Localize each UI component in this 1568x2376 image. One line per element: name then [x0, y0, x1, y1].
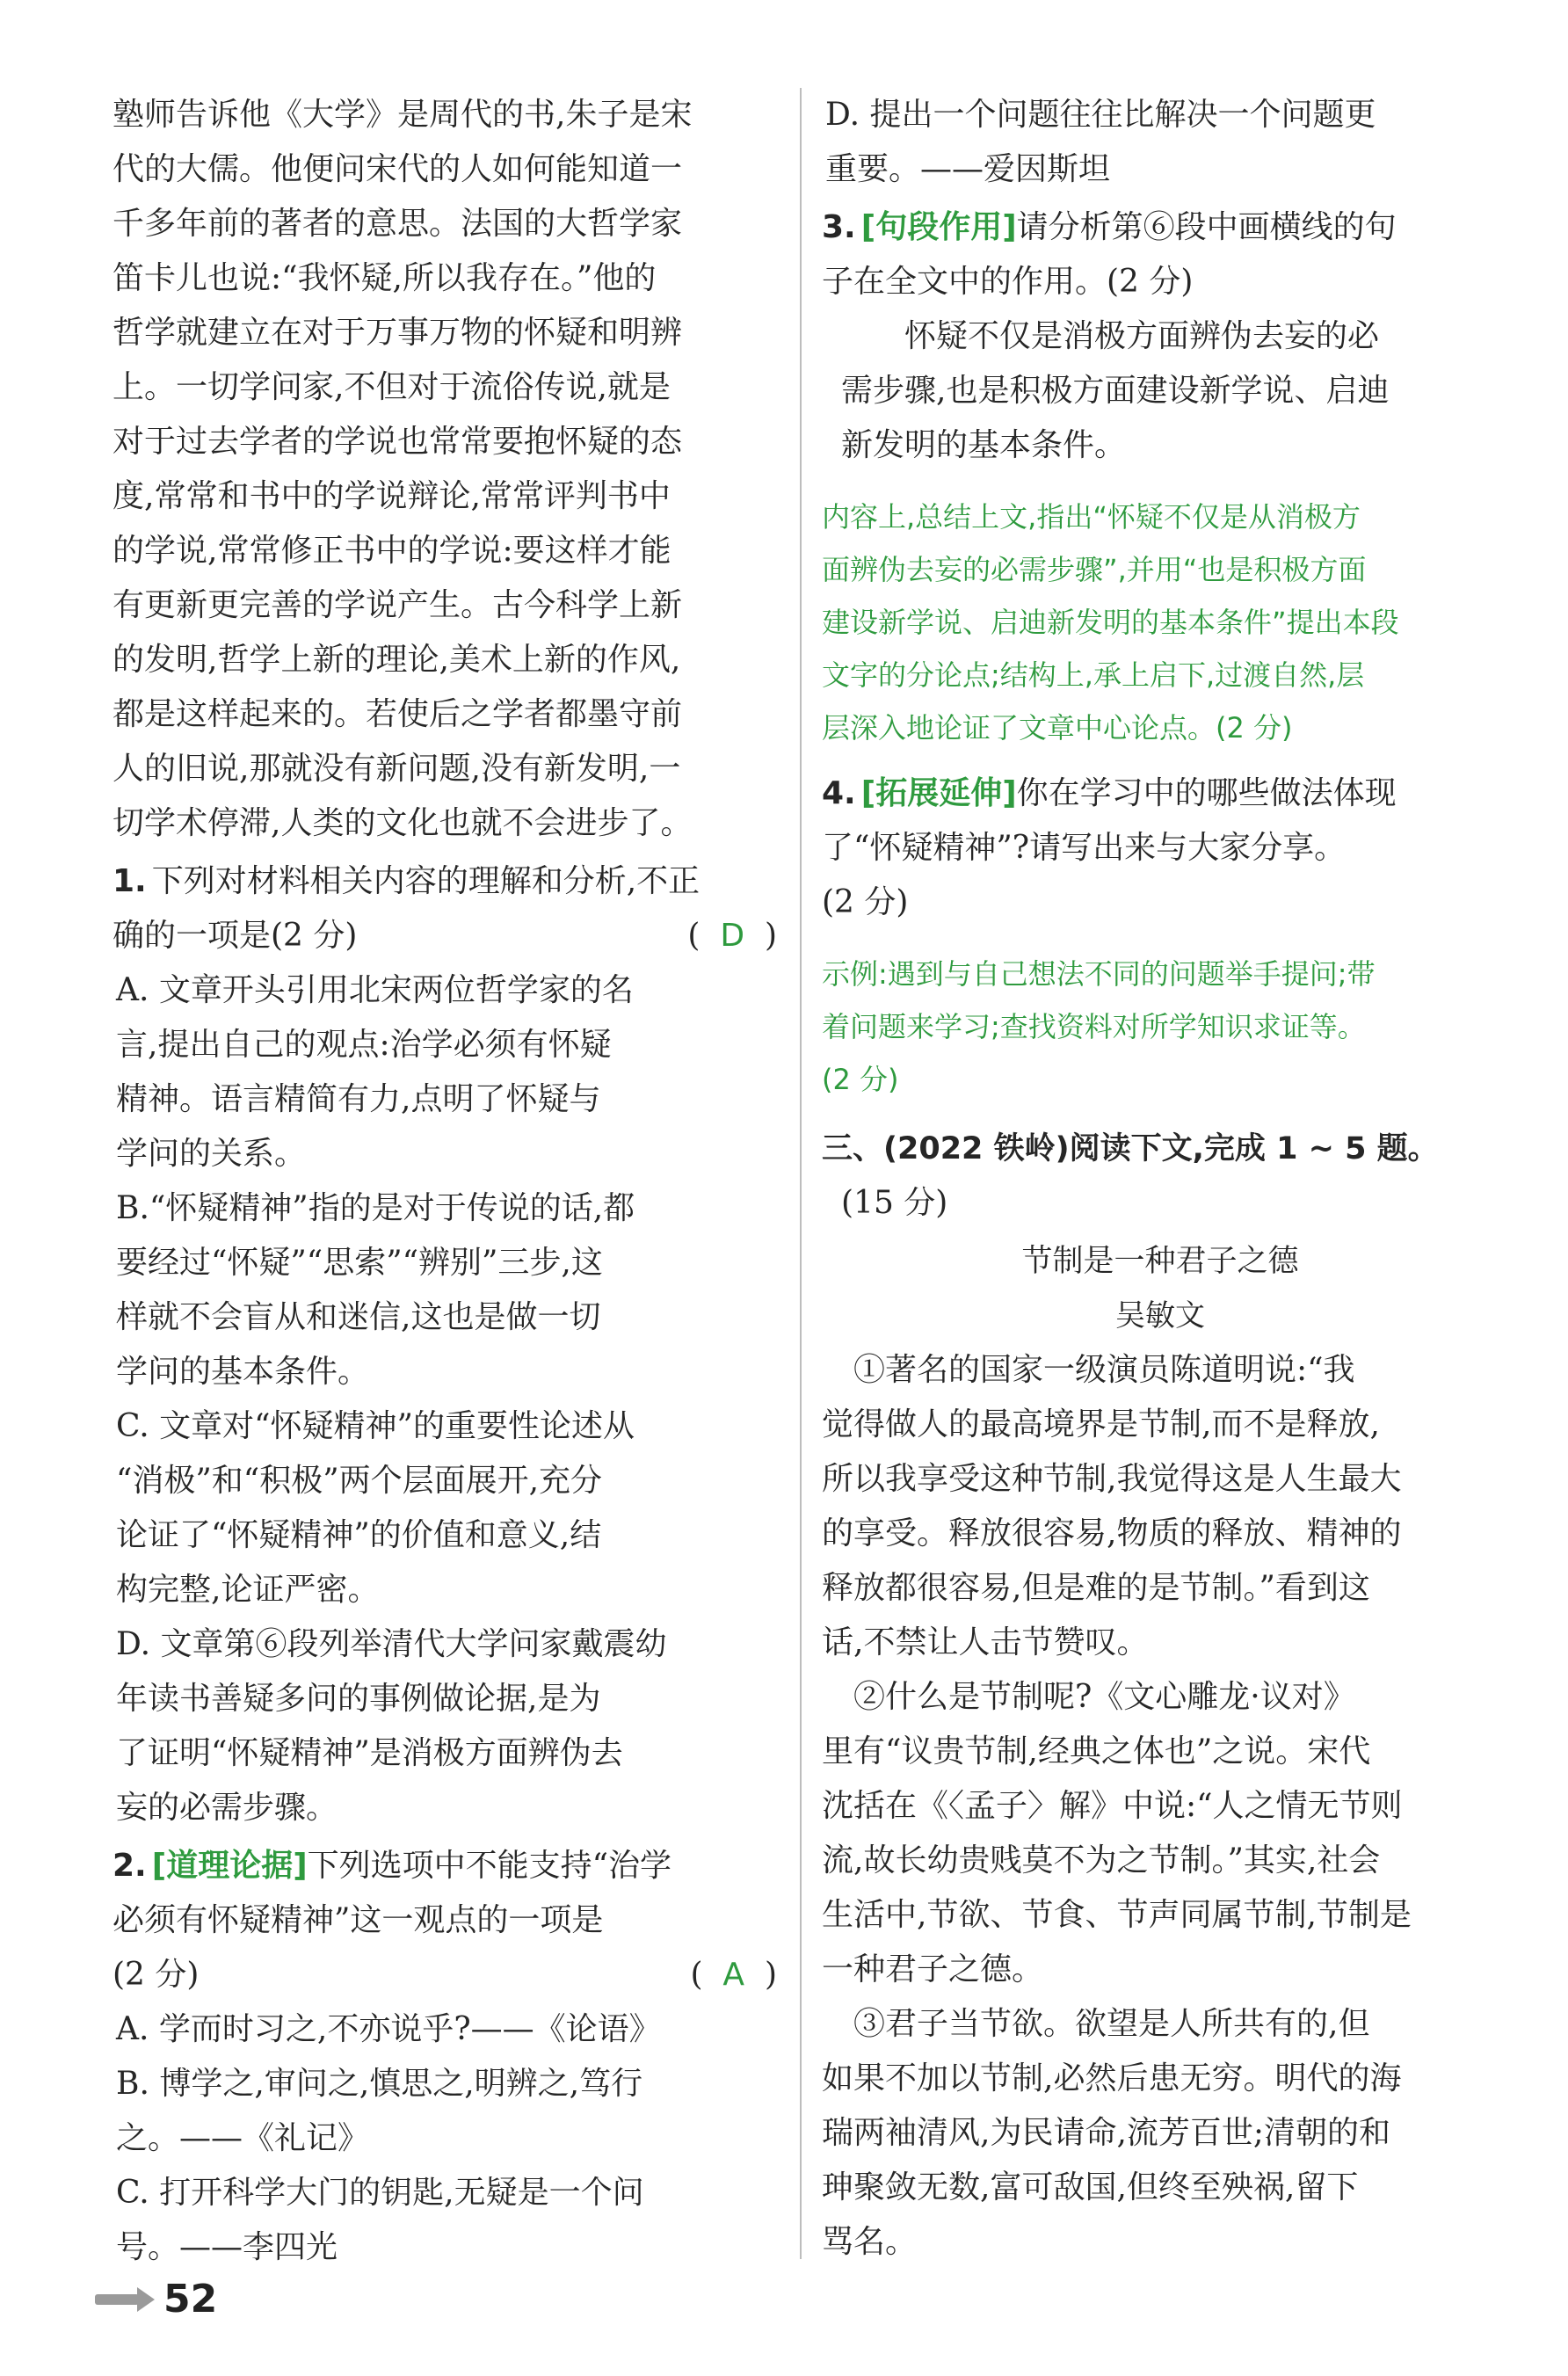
question-number: 3. — [822, 209, 856, 245]
text-line: 层深入地论证了文章中心论点。(2 分) — [822, 711, 1293, 745]
text-line: 着问题来学习;查找资料对所学知识求证等。 — [822, 1010, 1366, 1043]
answer-slot: ( D ) — [687, 918, 777, 954]
question-tag: [拓展延伸] — [860, 775, 1017, 811]
question-number: 1. — [113, 863, 147, 899]
text-line: 度,常常和书中的学说辩论,常常评判书中 — [113, 478, 671, 514]
text-line: 的发明,哲学上新的理论,美术上新的作风, — [113, 642, 681, 678]
question-stem: 请分析第⑥段中画横线的句 — [1016, 209, 1397, 245]
question-stem: 确的一项是(2 分) — [113, 918, 358, 954]
option-d: D. 文章第⑥段列举清代大学问家戴震幼 年读书善疑多问的事例做论据,是为 了证明“怀疑精神”是消极方面辨伪去 妄的必需步骤。 — [116, 1626, 667, 1826]
arrow-icon — [95, 2291, 156, 2308]
option-b: B. 博学之,审问之,慎思之,明辨之,笃行 之。——《礼记》 — [116, 2066, 643, 2156]
text-line: 千多年前的著者的意思。法国的大哲学家 — [113, 206, 683, 242]
question-stem: 下列选项中不能支持“治学 — [307, 1848, 672, 1884]
question-stem: 必须有怀疑精神”这一观点的一项是 — [113, 1902, 604, 1938]
text-line: 文字的分论点;结构上,承上启下,过渡自然,层 — [822, 658, 1365, 692]
question-2-options — [113, 2002, 780, 2275]
section-points: (15 分) — [841, 1185, 948, 1221]
text-line: 示例:遇到与自己想法不同的问题举手提问;带 — [822, 957, 1376, 991]
text-line: 新发明的基本条件。 — [841, 427, 1127, 463]
question-number: 4. — [822, 775, 856, 811]
question-stem: 子在全文中的作用。(2 分) — [822, 264, 1194, 300]
right-column — [822, 88, 1499, 2270]
question-tag: [道理论据] — [151, 1848, 308, 1884]
option-a: A. 学而时习之,不亦说乎?——《论语》 — [116, 2011, 661, 2047]
question-number: 2. — [113, 1848, 147, 1884]
article-paragraph: ②什么是节制呢?《文心雕龙·议对》 里有“议贵节制,经典之体也”之说。宋代 沈括在《〈孟子〉解》中说:“人之情无节则 流,故长幼贵贱莫不为之节制。”其实,社会 生活中,节欲、节食、节声同属节制,节制是 一种君子之德。 — [822, 1679, 1412, 1987]
page-number: 52 — [163, 2277, 218, 2322]
option-d: D. 提出一个问题往往比解决一个问题更 重要。——爱因斯坦 — [825, 97, 1376, 187]
left-column — [113, 88, 780, 2275]
text-line: 内容上,总结上文,指出“怀疑不仅是从消极方 — [822, 500, 1361, 534]
column-divider — [800, 88, 802, 2259]
question-points: (2 分) — [113, 1957, 200, 1993]
text-line: 面辨伪去妄的必需步骤”,并用“也是积极方面 — [822, 553, 1367, 586]
text-line: 怀疑不仅是消极方面辨伪去妄的必 — [904, 318, 1380, 354]
text-line: 有更新更完善的学说产生。古今科学上新 — [113, 587, 683, 623]
passage-text — [113, 88, 780, 851]
text-line: 都是这样起来的。若使后之学者都墨守前 — [113, 696, 683, 732]
text-line: 哲学就建立在对于万事万物的怀疑和明辨 — [113, 315, 683, 351]
option-b: B.“怀疑精神”指的是对于传说的话,都 要经过“怀疑”“思索”“辨别”三步,这 样就不会盲从和迷信,这也是做一切 学问的基本条件。 — [116, 1190, 635, 1390]
answer-text — [822, 948, 1499, 1106]
question-4 — [822, 767, 1499, 930]
section-heading: 三、(2022 铁岭)阅读下文,完成 1 ~ 5 题。 — [822, 1131, 1439, 1166]
question-points: (2 分) — [822, 884, 909, 920]
question-3 — [822, 200, 1499, 309]
option-c: C. 文章对“怀疑精神”的重要性论述从 “消极”和“积极”两个层面展开,充分 论证了“怀疑精神”的价值和意义,结 构完整,论证严密。 — [116, 1408, 635, 1608]
article-paragraph: ①著名的国家一级演员陈道明说:“我 觉得做人的最高境界是节制,而不是释放, 所以我享受这种节制,我觉得这是人生最大 的享受。释放很容易,物质的释放、精神的 释放都很容易,但是难的是节制。”看到这 话,不禁让人击节赞叹。 — [822, 1352, 1402, 1660]
answer-letter: D — [720, 918, 745, 954]
text-line: 上。一切学问家,不但对于流俗传说,就是 — [113, 369, 671, 405]
text-line: 塾师告诉他《大学》是周代的书,朱子是宋 — [113, 97, 693, 133]
text-line: (2 分) — [822, 1063, 899, 1096]
article-title: 节制是一种君子之德 — [1021, 1244, 1299, 1279]
page-footer — [95, 2277, 217, 2322]
article-author: 吴敏文 — [1115, 1298, 1205, 1333]
text-line: 切学术停滞,人类的文化也就不会进步了。 — [113, 805, 693, 841]
text-line: 需步骤,也是积极方面建设新学说、启迪 — [841, 373, 1390, 409]
question-stem: 下列对材料相关内容的理解和分析,不正 — [151, 863, 701, 899]
answer-slot: ( A ) — [690, 1957, 777, 1993]
question-tag: [句段作用] — [860, 209, 1017, 245]
text-line: 对于过去学者的学说也常常要抱怀疑的态 — [113, 424, 683, 460]
text-line: 代的大儒。他便问宋代的人如何能知道一 — [113, 151, 683, 187]
option-a: A. 文章开头引用北宋两位哲学家的名 言,提出自己的观点:治学必须有怀疑 精神。语言精简有力,点明了怀疑与 学问的关系。 — [116, 972, 634, 1172]
answer-text — [822, 490, 1499, 754]
question-stem: 你在学习中的哪些做法体现 — [1016, 775, 1397, 811]
text-line: 的学说,常常修正书中的学说:要这样才能 — [113, 533, 671, 569]
text-line: 笛卡儿也说:“我怀疑,所以我存在。”他的 — [113, 260, 657, 296]
quoted-sentence — [822, 309, 1499, 473]
article-body — [822, 1343, 1499, 2270]
question-stem: 了“怀疑精神”?请写出来与大家分享。 — [822, 830, 1347, 866]
text-line: 建设新学说、启迪新发明的基本条件”提出本段 — [822, 606, 1399, 639]
text-line: 人的旧说,那就没有新问题,没有新发明,一 — [113, 751, 681, 787]
question-2 — [113, 1839, 780, 2002]
article-paragraph: ③君子当节欲。欲望是人所共有的,但 如果不加以节制,必然后患无穷。明代的海 瑞两袖清风,为民请命,流芳百世;清朝的和 珅聚敛无数,富可敌国,但终至殃祸,留下 骂名。 — [822, 2006, 1402, 2260]
question-1 — [113, 854, 780, 963]
answer-letter: A — [722, 1957, 745, 1993]
option-c: C. 打开科学大门的钥匙,无疑是一个问 号。——李四光 — [116, 2175, 644, 2265]
question-1-options — [113, 963, 780, 1835]
